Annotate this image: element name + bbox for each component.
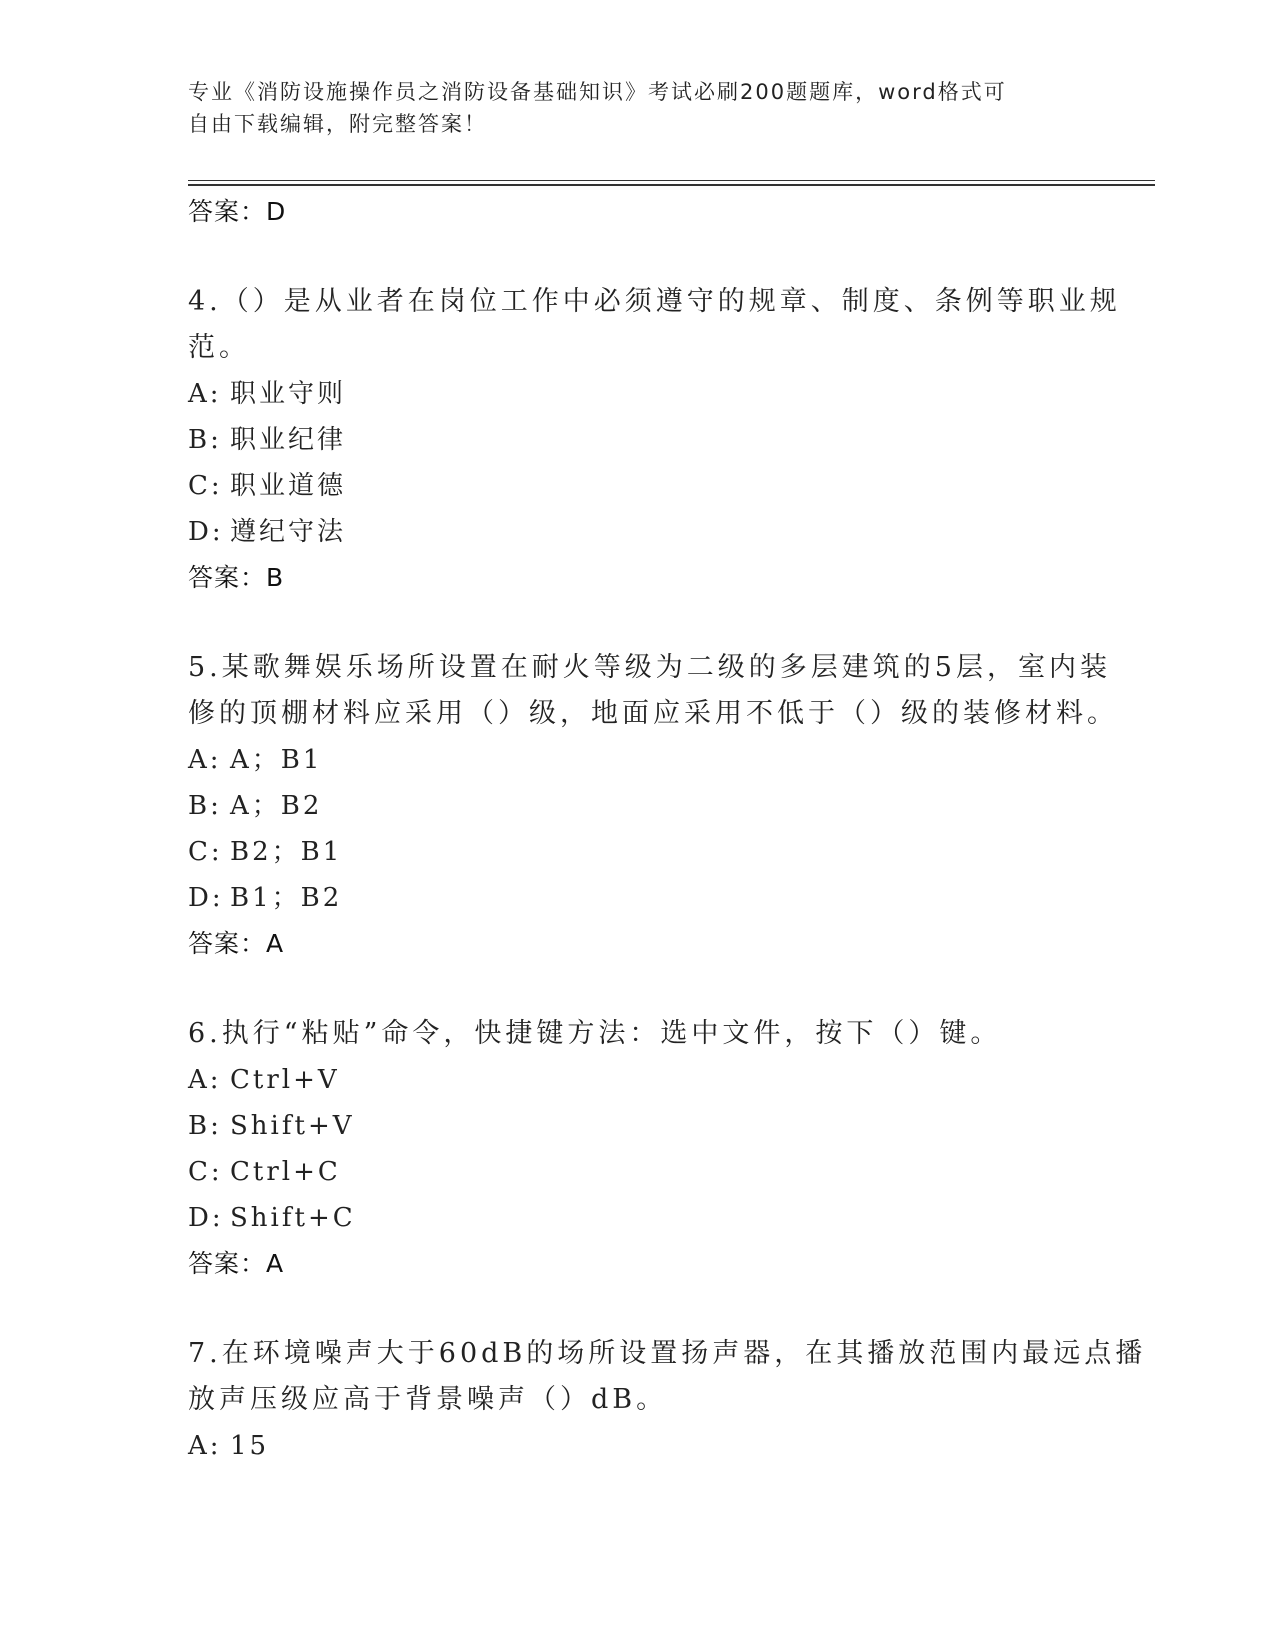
option-a xyxy=(188,371,1088,417)
header-divider-thin xyxy=(188,180,1155,181)
header-line-2: 自由下载编辑，附完整答案！ xyxy=(188,112,487,136)
document-header xyxy=(188,76,1088,140)
question-7 xyxy=(188,1331,1147,1469)
option-text: 职业纪律 xyxy=(230,425,347,455)
option-c xyxy=(188,1149,1088,1195)
previous-answer: 答案：D xyxy=(188,197,287,226)
question-text-line: 7.在环境噪声大于60dB的场所设置扬声器，在其播放范围内最远点播 xyxy=(188,1338,1147,1369)
question-text-line: 5.某歌舞娱乐场所设置在耐火等级为二级的多层建筑的5层，室内装 xyxy=(188,652,1111,683)
option-letter: B: xyxy=(188,791,222,821)
option-text: 职业道德 xyxy=(230,471,347,501)
question-text-line: 6.执行“粘贴”命令，快捷键方法：选中文件，按下（）键。 xyxy=(188,1018,1002,1049)
option-text: Ctrl+C xyxy=(230,1157,341,1187)
option-b xyxy=(188,1103,1088,1149)
answer: 答案：A xyxy=(188,1249,285,1278)
option-letter: C: xyxy=(188,837,223,867)
question-6 xyxy=(188,1011,1088,1287)
option-text: A；B1 xyxy=(230,745,323,775)
option-letter: D: xyxy=(188,1203,224,1233)
option-d xyxy=(188,875,1088,921)
question-text-line: 4.（）是从业者在岗位工作中必须遵守的规章、制度、条例等职业规 xyxy=(188,286,1121,317)
option-letter: B: xyxy=(188,425,222,455)
answer: 答案：B xyxy=(188,563,285,592)
option-letter: A: xyxy=(188,379,222,409)
header-divider-thick xyxy=(188,184,1155,186)
answer: 答案：A xyxy=(188,929,285,958)
option-letter: D: xyxy=(188,517,224,547)
option-letter: A: xyxy=(188,745,222,775)
option-text: 遵纪守法 xyxy=(230,517,347,547)
option-d xyxy=(188,509,1088,555)
option-letter: A: xyxy=(188,1431,222,1461)
option-text: 15 xyxy=(230,1431,270,1461)
option-c xyxy=(188,829,1088,875)
question-5 xyxy=(188,645,1118,967)
option-letter: C: xyxy=(188,1157,223,1187)
option-b xyxy=(188,783,1088,829)
option-a xyxy=(188,1423,1088,1469)
question-text-line: 范。 xyxy=(188,332,250,363)
option-text: B1；B2 xyxy=(230,883,343,913)
question-4 xyxy=(188,279,1121,601)
option-text: Shift+V xyxy=(230,1111,355,1141)
option-d xyxy=(188,1195,1088,1241)
option-text: 职业守则 xyxy=(230,379,347,409)
option-text: Ctrl+V xyxy=(230,1065,340,1095)
option-letter: D: xyxy=(188,883,224,913)
option-a xyxy=(188,1057,1088,1103)
option-letter: B: xyxy=(188,1111,222,1141)
option-letter: A: xyxy=(188,1065,222,1095)
option-text: A；B2 xyxy=(230,791,323,821)
header-line-1: 专业《消防设施操作员之消防设备基础知识》考试必刷200题题库，word格式可 xyxy=(188,80,1007,104)
question-text-line: 放声压级应高于背景噪声（）dB。 xyxy=(188,1384,668,1415)
option-c xyxy=(188,463,1088,509)
question-list xyxy=(188,189,1147,1469)
question-text-line: 修的顶棚材料应采用（）级，地面应采用不低于（）级的装修材料。 xyxy=(188,698,1118,729)
option-b xyxy=(188,417,1088,463)
option-text: B2；B1 xyxy=(230,837,343,867)
option-letter: C: xyxy=(188,471,223,501)
option-a xyxy=(188,737,1088,783)
option-text: Shift+C xyxy=(230,1203,356,1233)
